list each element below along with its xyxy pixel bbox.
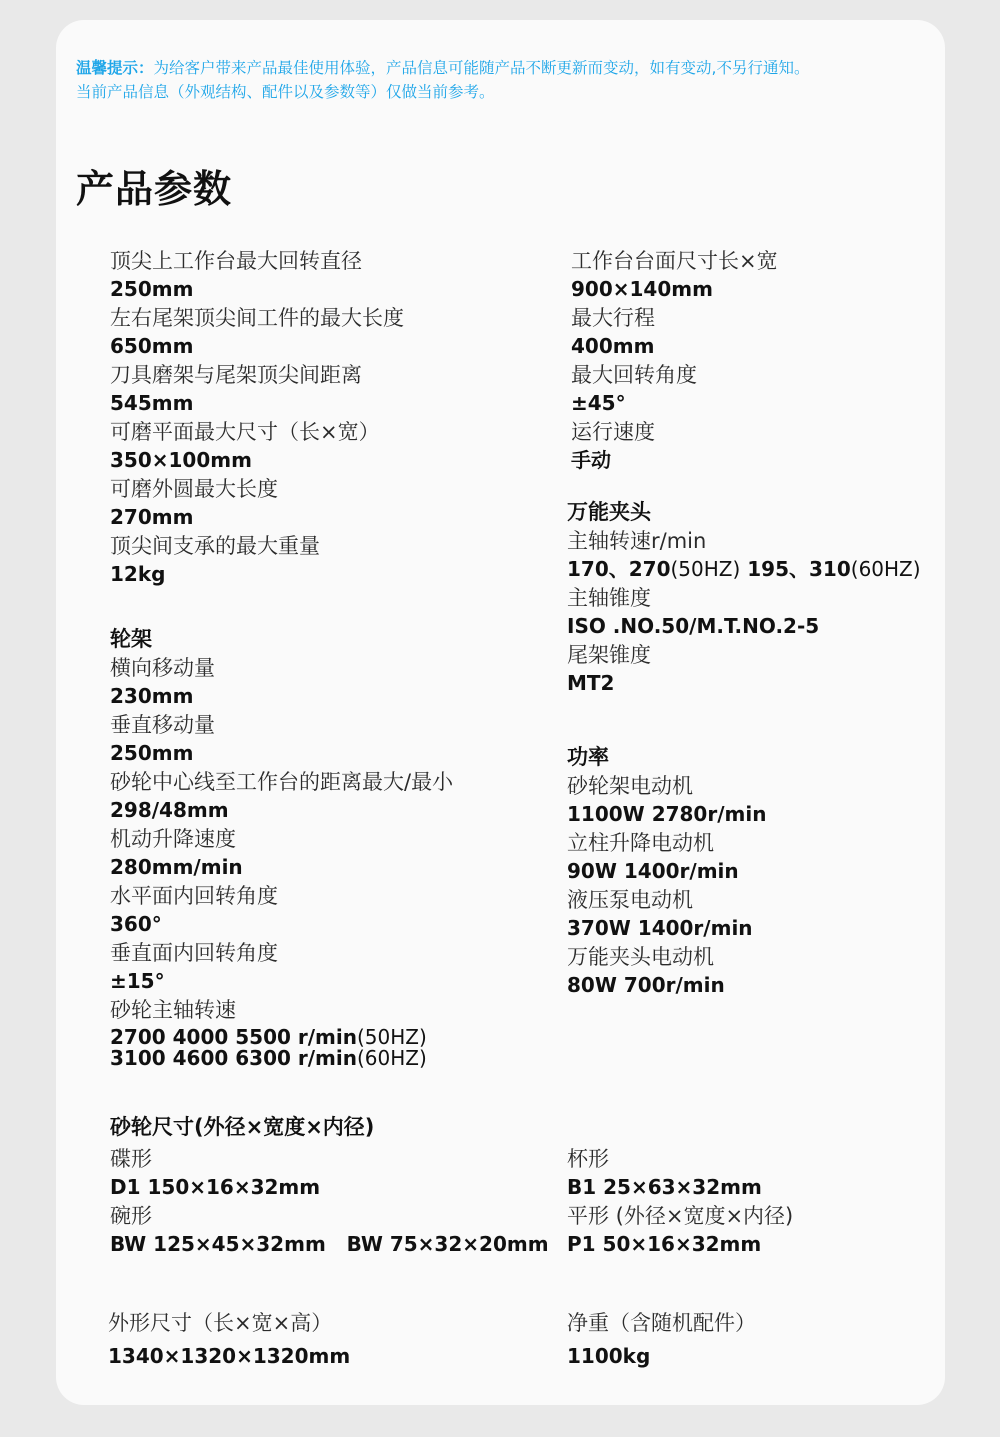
power-specs bbox=[567, 742, 766, 1000]
spec-value: BW 125×45×32mm BW 75×32×20mm bbox=[110, 1232, 549, 1256]
chuck-specs bbox=[567, 497, 921, 698]
section-header: 砂轮尺寸(外径×宽度×内径) bbox=[110, 1115, 375, 1139]
chuck-speed-60-unit: (60HZ) bbox=[850, 557, 921, 581]
spec-value: 650mm bbox=[110, 334, 194, 358]
spec-label: 杯形 bbox=[567, 1147, 609, 1171]
spec-value: P1 50×16×32mm bbox=[567, 1232, 762, 1256]
spec-value: B1 25×63×32mm bbox=[567, 1175, 762, 1199]
spec-label: 万能夹头电动机 bbox=[567, 945, 714, 969]
chuck-speed-60: 195、310 bbox=[740, 557, 851, 581]
spec-label: 可磨平面最大尺寸（长×宽） bbox=[110, 420, 380, 444]
wheel-size-right bbox=[567, 1145, 793, 1259]
wheel-size-left bbox=[110, 1145, 549, 1259]
spec-label: 外形尺寸（长×宽×高） bbox=[108, 1311, 333, 1335]
notice-line-1 bbox=[76, 56, 936, 80]
spec-value: ±15° bbox=[110, 969, 165, 993]
spec-label: 最大回转角度 bbox=[571, 363, 697, 387]
spec-label: 机动升降速度 bbox=[110, 827, 236, 851]
chuck-speed-50-unit: (50HZ) bbox=[670, 557, 741, 581]
section-header: 功率 bbox=[567, 745, 609, 769]
wheelhead-specs bbox=[110, 624, 453, 1069]
spec-value: D1 150×16×32mm bbox=[110, 1175, 321, 1199]
spec-label: 砂轮主轴转速 bbox=[110, 998, 236, 1022]
spindle-speed-value: 2700 4000 5500 r/min bbox=[110, 1025, 357, 1049]
spec-label: 主轴锥度 bbox=[567, 586, 651, 610]
table-specs bbox=[110, 247, 404, 589]
notice-line-2: 当前产品信息（外观结构、配件以及参数等）仅做当前参考。 bbox=[76, 83, 495, 101]
spec-label: 顶尖上工作台最大回转直径 bbox=[110, 249, 362, 273]
spec-label: 垂直移动量 bbox=[110, 713, 215, 737]
spec-label: 主轴转速r/min bbox=[567, 529, 707, 553]
spec-value: 900×140mm bbox=[571, 277, 713, 301]
spec-label: 尾架锥度 bbox=[567, 643, 651, 667]
spec-label: 立柱升降电动机 bbox=[567, 831, 714, 855]
spec-label: 碗形 bbox=[110, 1204, 152, 1228]
spec-value: 80W 700r/min bbox=[567, 973, 725, 997]
spec-value: 12kg bbox=[110, 562, 166, 586]
wheel-size-header-block bbox=[110, 1112, 374, 1142]
overall-dimensions bbox=[108, 1309, 350, 1371]
chuck-speed-50: 170、270 bbox=[567, 557, 671, 581]
spec-label: 运行速度 bbox=[571, 420, 655, 444]
spec-value: 545mm bbox=[110, 391, 194, 415]
spindle-speed-50hz bbox=[110, 1027, 453, 1048]
spec-value: 280mm/min bbox=[110, 855, 243, 879]
notice-lead: 温馨提示： bbox=[76, 59, 154, 77]
spec-value: ISO .NO.50/M.T.NO.2-5 bbox=[567, 614, 820, 638]
spec-value: 1100kg bbox=[567, 1344, 651, 1368]
spindle-speed-60hz bbox=[110, 1048, 453, 1069]
spec-value: 230mm bbox=[110, 684, 194, 708]
spec-value: ±45° bbox=[571, 391, 626, 415]
spec-label: 可磨外圆最大长度 bbox=[110, 477, 278, 501]
spec-label: 横向移动量 bbox=[110, 656, 215, 680]
spec-value: 298/48mm bbox=[110, 798, 229, 822]
chuck-speed-value bbox=[567, 555, 921, 584]
section-header: 轮架 bbox=[110, 627, 152, 651]
spindle-speed-value: 3100 4600 6300 r/min bbox=[110, 1046, 357, 1070]
spindle-speed-unit: (60HZ) bbox=[356, 1046, 427, 1070]
spec-label: 水平面内回转角度 bbox=[110, 884, 278, 908]
spec-value: 1340×1320×1320mm bbox=[108, 1344, 351, 1368]
spindle-speed-unit: (50HZ) bbox=[356, 1025, 427, 1049]
spec-value: 90W 1400r/min bbox=[567, 859, 739, 883]
spec-value: 350×100mm bbox=[110, 448, 252, 472]
spec-value: 手动 bbox=[571, 448, 611, 472]
notice bbox=[76, 56, 936, 104]
spec-value: 270mm bbox=[110, 505, 194, 529]
spec-value: 250mm bbox=[110, 277, 194, 301]
spec-label: 砂轮中心线至工作台的距离最大/最小 bbox=[110, 770, 454, 794]
spec-value: 1100W 2780r/min bbox=[567, 802, 767, 826]
spec-label: 工作台台面尺寸长×宽 bbox=[571, 249, 778, 273]
spec-label: 净重（含随机配件） bbox=[567, 1311, 756, 1335]
spec-value: 370W 1400r/min bbox=[567, 916, 753, 940]
spec-value: MT2 bbox=[567, 671, 615, 695]
net-weight bbox=[567, 1309, 756, 1371]
worktable-specs bbox=[571, 247, 778, 475]
spec-value: 360° bbox=[110, 912, 162, 936]
spec-label: 刀具磨架与尾架顶尖间距离 bbox=[110, 363, 362, 387]
spec-label: 砂轮架电动机 bbox=[567, 774, 693, 798]
notice-text-1: 为给客户带来产品最佳使用体验，产品信息可能随产品不断更新而变动，如有变动,不另行通知。 bbox=[153, 59, 810, 77]
spec-label: 液压泵电动机 bbox=[567, 888, 693, 912]
spec-label: 碟形 bbox=[110, 1147, 152, 1171]
section-header: 万能夹头 bbox=[567, 500, 651, 524]
spec-label: 垂直面内回转角度 bbox=[110, 941, 278, 965]
spec-label: 平形 (外径×宽度×内径) bbox=[567, 1204, 794, 1228]
spec-label: 左右尾架顶尖间工件的最大长度 bbox=[110, 306, 404, 330]
spec-label: 最大行程 bbox=[571, 306, 655, 330]
spec-value: 250mm bbox=[110, 741, 194, 765]
spec-value: 400mm bbox=[571, 334, 655, 358]
page-title: 产品参数 bbox=[76, 167, 233, 211]
spec-label: 顶尖间支承的最大重量 bbox=[110, 534, 320, 558]
